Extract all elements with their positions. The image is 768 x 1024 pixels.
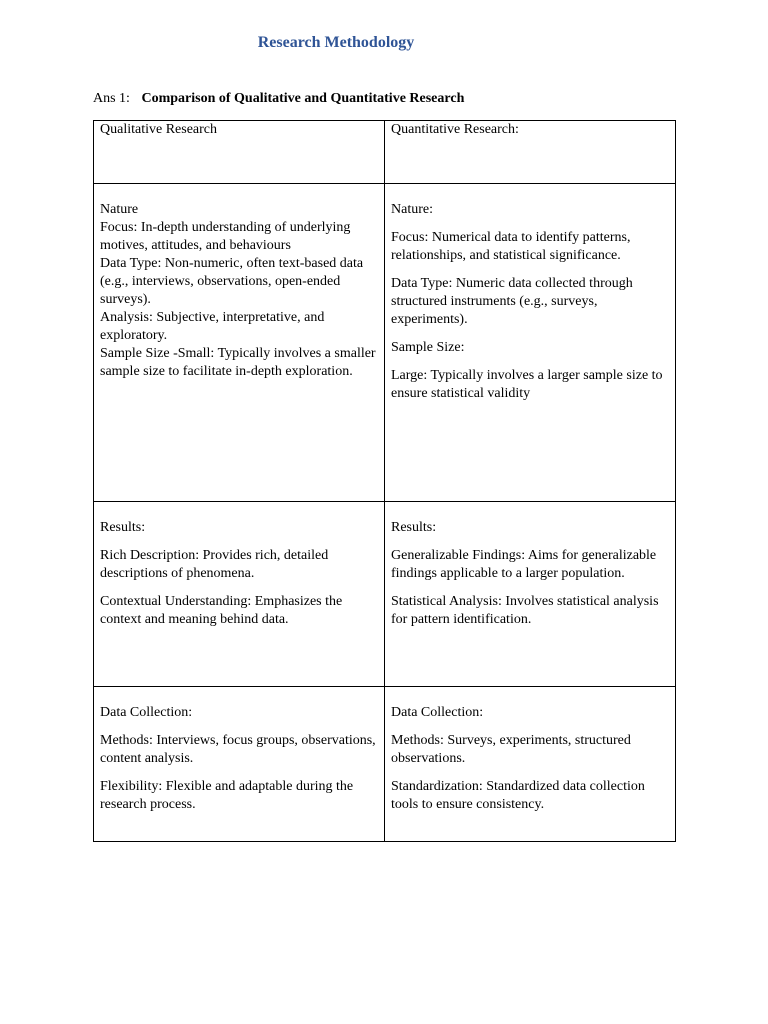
cell-text: Generalizable Findings: Aims for generalizable findings applicable to a larger population.: [391, 548, 657, 581]
table-header-row: [94, 121, 676, 184]
header-qualitative: Qualitative Research: [94, 121, 385, 184]
cell-text: Data Type: Numeric data collected through structured instruments (e.g., surveys, experiments).: [391, 276, 633, 327]
cell-results-quantitative: [385, 502, 676, 687]
cell-text: Focus: Numerical data to identify patterns, relationships, and statistical significance.: [391, 230, 631, 263]
cell-text: Nature: [100, 202, 139, 217]
cell-text: Large: Typically involves a larger sample size to ensure statistical validity: [391, 368, 663, 401]
cell-text: Contextual Understanding: Emphasizes the context and meaning behind data.: [100, 594, 343, 627]
page-title: Research Methodology: [257, 34, 415, 51]
cell-text: Results:: [391, 520, 437, 535]
cell-text: Data Collection:: [391, 705, 484, 720]
table-row-nature: [94, 184, 676, 502]
cell-results-qualitative: [94, 502, 385, 687]
cell-nature-qualitative: [94, 184, 385, 502]
cell-collection-qualitative: [94, 687, 385, 842]
answer-label: Ans 1:: [93, 91, 130, 106]
table-row-results: [94, 502, 676, 687]
answer-title: Comparison of Qualitative and Quantitative Research: [141, 91, 465, 106]
cell-text: Focus: In-depth understanding of underlying motives, attitudes, and behaviours: [100, 220, 351, 253]
comparison-table: [93, 120, 676, 842]
cell-nature-quantitative: [385, 184, 676, 502]
cell-text: Results:: [100, 520, 146, 535]
cell-text: Methods: Surveys, experiments, structured observations.: [391, 733, 631, 766]
cell-text: Rich Description: Provides rich, detailed descriptions of phenomena.: [100, 548, 329, 581]
cell-text: Analysis: Subjective, interpretative, and exploratory.: [100, 310, 325, 343]
cell-text: Standardization: Standardized data collection tools to ensure consistency.: [391, 779, 645, 812]
cell-collection-quantitative: [385, 687, 676, 842]
cell-text: Data Collection:: [100, 705, 193, 720]
header-quantitative: Quantitative Research:: [385, 121, 676, 184]
cell-text: Statistical Analysis: Involves statistical analysis for pattern identification.: [391, 594, 659, 627]
cell-text: Sample Size -Small: Typically involves a smaller sample size to facilitate in-depth exploration.: [100, 346, 376, 379]
cell-text: Nature:: [391, 202, 433, 217]
cell-text: Data Type: Non-numeric, often text-based data (e.g., interviews, observations, open-ended surveys).: [100, 256, 364, 307]
table-row-data-collection: [94, 687, 676, 842]
cell-text: Sample Size:: [391, 340, 465, 355]
cell-text: Flexibility: Flexible and adaptable during the research process.: [100, 779, 354, 812]
answer-heading: [93, 91, 464, 107]
cell-text: Methods: Interviews, focus groups, observations, content analysis.: [100, 733, 376, 766]
